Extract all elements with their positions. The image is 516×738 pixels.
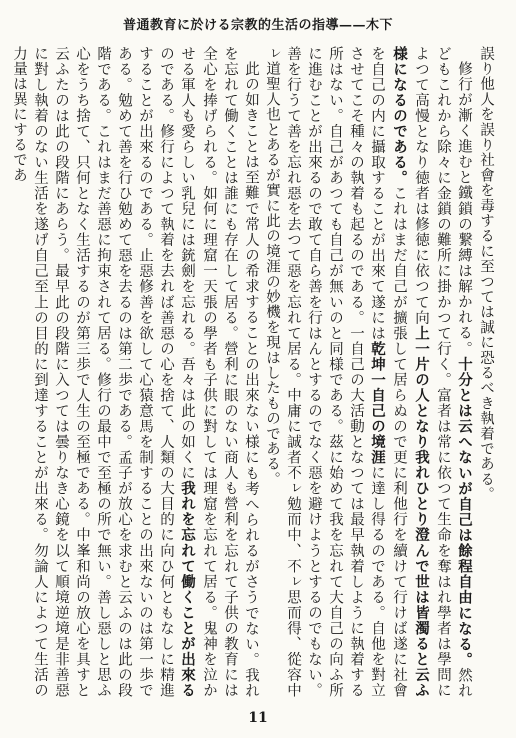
p3-sentence-c: のである。修行によつて執着を去れば善惡の心を捨て、人類の大目的に向ひ何ともなしに精進することが出來るのである。止惡修善を欲して心猿意馬を制することの出來ないのは第一歩である。勉めて善を行ひ勉めて惡を去るのは第二歩である。孟子が放心を求むと云ふのは此の段階である。これはまだ善惡に拘束されて居る。修行の最中で至極の所で無い。善し惡しと思ふ心をうち捨て、只何となく生活するのが第三歩で人生の至極である。中峯和尚の放心を具すと云ふたのは此の段階にあらう。最早此の段階に入つては曇りなき心鏡を以て順境逆境是非善惡に對し執着のない生活を遂げ自己至上の目的に到達することが出來る。勿論人によつて生活の力量は異にするであ bbox=[11, 46, 174, 698]
p3-sentence-a: 此の如きことは至難で常人の希求することの出來ない様にも考へられるがさうでない。我れを忘れて働くことは誰にも存在して居る。營利に眼のない商人も營利を忘れて子供の教育には全心を捧げられる。如何に理窟一天張の學者も子供に對しては理窟を忘れて居る。鬼神を泣かせる軍人も愛らしい乳兒には銃劍を忘れる。吾々は此の如くに bbox=[179, 46, 259, 698]
p2-sentence-c: 然れどもこれから除々に金鎖の難所に掛かつて行く。富者は常に依つて生命を奪はれ學者は學問によつて高慢となり徳者は修徳に依つて向 bbox=[413, 46, 472, 698]
paragraph-2 bbox=[261, 46, 475, 698]
p2-emphasis-freedom: 十分とは云へないが自己は餘程自由になる。 bbox=[456, 356, 473, 668]
p3-emphasis-forget-self: 我れを忘れて働くことが出來る bbox=[179, 480, 196, 698]
vertical-body-text bbox=[11, 46, 496, 698]
p2-emphasis-kenkon: 乾坤一自己の境涯 bbox=[369, 341, 386, 466]
paragraph-3 bbox=[8, 46, 261, 698]
p2-emphasis-one-person: 上一片の人となり我れひとり澄んで世は皆濁ると云ふ様になるのである。 bbox=[391, 46, 430, 698]
paragraph-1-text: 誤り他人を誤り社會を毒するに至つては誠に恐るべき執着である。 bbox=[478, 46, 494, 502]
paragraph-1 bbox=[475, 46, 496, 698]
p2-sentence-e: これはまだ自己が擴張して居らぬので更に利他行を續けて行けば遂に社會を自己の内に攝取することが出來て遂には bbox=[369, 46, 407, 698]
p2-sentence-a: 修行が漸く進むと鐵鎖の繋縛は解かれる。 bbox=[456, 60, 472, 357]
running-header: 普通教育に於ける宗教的生活の指導——木下 bbox=[122, 18, 393, 33]
p2-sentence-g: に達し得るのである。自他を對立させてこそ種々の執着も起るのである。一自己の大活動となつては最早執着しように執着する所はない。自己があつても自己が無いのと同様である。茲に始めて我を忘れて大自己の向ふ所に進むことが出來るので敢て自ら善を行はんとするのでなく惡を避けようとするのでもない。善を行うて善を忘れ惡を去つて惡を忘れて居る。中庸に誠者不ㇾ勉而中、不ㇾ思而得、從容中ㇾ道聖人也とあるが實に此の境涯の妙機を現はしたものである。 bbox=[264, 46, 385, 698]
page-number: 11 bbox=[248, 710, 268, 726]
